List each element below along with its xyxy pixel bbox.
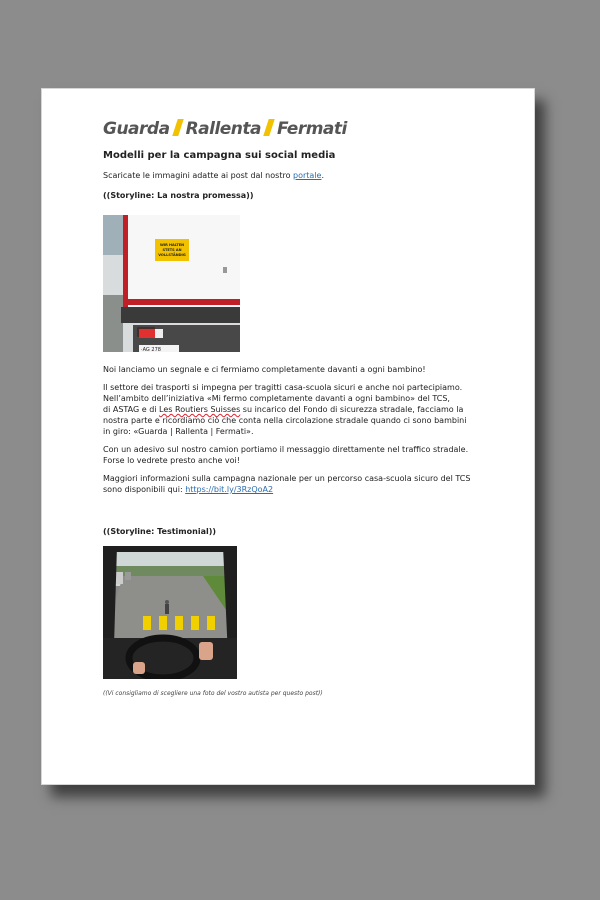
logo-word-rallenta: Rallenta xyxy=(185,119,262,139)
document-title: Modelli per la campagna sui social media xyxy=(103,150,336,161)
plate-text: ·AG 278 xyxy=(141,347,161,352)
bitly-link[interactable]: https://bit.ly/3RzQoA2 xyxy=(185,485,274,494)
sticker-text-2: STETS AN xyxy=(162,248,182,252)
logo-slash xyxy=(172,119,184,136)
campaign-logo xyxy=(103,119,483,141)
paragraph-2: Il settore dei trasporti si impegna per tragitti casa-scuola sicuri e anche noi partecipiamo. Nell’ambito dell’iniziativa «Mi fermo completamente davanti a ogni bambino» del TCS, di ASTAG e di Les Routiers Suisses su incarico del Fondo di sicurezza stradale, facciamo la nostra parte e ricordiamo ciò che conta nella circolazione stradale quando ci sono bambini in giro: «Guarda | Rallenta | Fermati». xyxy=(103,383,467,436)
truck-rear-photo xyxy=(103,215,240,352)
storyline-heading-2: ((Storyline: Testimonial)) xyxy=(103,527,217,536)
logo-slash xyxy=(263,119,275,136)
sticker-text-3: VOLLSTÄNDIG xyxy=(158,253,186,257)
photo-caption: ((Vi consigliamo di scegliere una foto del vostro autista per questo post)) xyxy=(103,690,323,697)
paragraph-4: Maggiori informazioni sulla campagna nazionale per un percorso casa-scuola sicuro del TCS sono disponibili qui: https://bit.ly/3RzQoA2 xyxy=(103,474,471,494)
portal-link[interactable]: portale xyxy=(293,171,322,180)
sticker-text-1: WIR HALTEN xyxy=(159,243,185,247)
logo-word-fermati: Fermati xyxy=(277,119,347,139)
document-page xyxy=(41,88,535,785)
driver-view-photo xyxy=(103,546,237,679)
body-text xyxy=(103,364,483,495)
paragraph-3: Con un adesivo sul nostro camion portiamo il messaggio direttamente nel traffico stradale. Forse lo vedrete presto anche voi! xyxy=(103,445,469,465)
paragraph-1: Noi lanciamo un segnale e ci fermiamo completamente davanti a ogni bambino! xyxy=(103,365,426,374)
routiers-reference: Les Routiers Suisses xyxy=(159,405,241,414)
storyline-heading-1: ((Storyline: La nostra promessa)) xyxy=(103,191,254,200)
document-content xyxy=(103,119,483,697)
logo-word-guarda: Guarda xyxy=(103,119,170,139)
intro-paragraph: Scaricate le immagini adatte ai post dal nostro portale. xyxy=(103,171,325,180)
